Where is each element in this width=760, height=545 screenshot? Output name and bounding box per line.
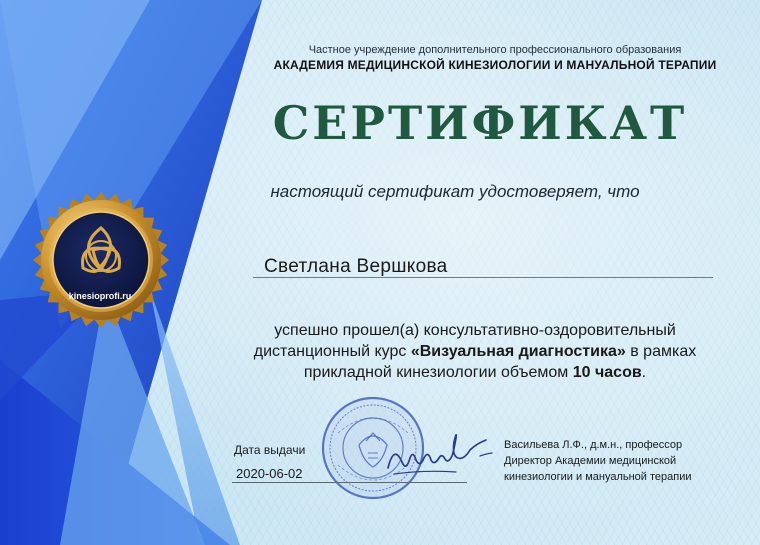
certificate-title: СЕРТИФИКАТ	[272, 96, 688, 150]
badge-seal-icon	[31, 190, 171, 330]
issue-date-value: 2020-06-02	[236, 466, 303, 481]
date-underline	[232, 482, 467, 483]
signer-position-cont: кинезиологии и мануальной терапии	[504, 471, 692, 483]
name-underline	[253, 277, 713, 278]
recipient-name: Светлана Вершкова	[264, 256, 448, 277]
course-text-part3: .	[641, 364, 647, 381]
institution-name: АКАДЕМИЯ МЕДИЦИНСКОЙ КИНЕЗИОЛОГИИ И МАНУАЛЬНОЙ ТЕРАПИИ	[273, 58, 717, 72]
signer-name: Васильева Л.Ф., д.м.н., профессор	[504, 439, 683, 451]
course-description	[240, 320, 710, 383]
course-name: «Визуальная диагностика»	[410, 343, 626, 360]
badge-site-label: kinesioprofi.ru	[68, 291, 132, 301]
institution-subtitle: Частное учреждение дополнительного профессионального образования	[308, 44, 682, 56]
signer-position: Директор Академии медицинской	[504, 455, 677, 467]
course-hours: 10 часов	[572, 364, 642, 381]
signer-block	[504, 437, 734, 485]
certifies-text: настоящий сертификат удостоверяет, что	[270, 182, 640, 201]
issue-date-label: Дата выдачи	[234, 443, 306, 457]
course-text-part2: в рамках прикладной кинезиологии объемом	[303, 343, 697, 381]
course-text-part1: успешно прошел(а) консультативно-оздоровительный дистанционный курс	[253, 322, 676, 360]
signature-icon	[380, 430, 500, 485]
